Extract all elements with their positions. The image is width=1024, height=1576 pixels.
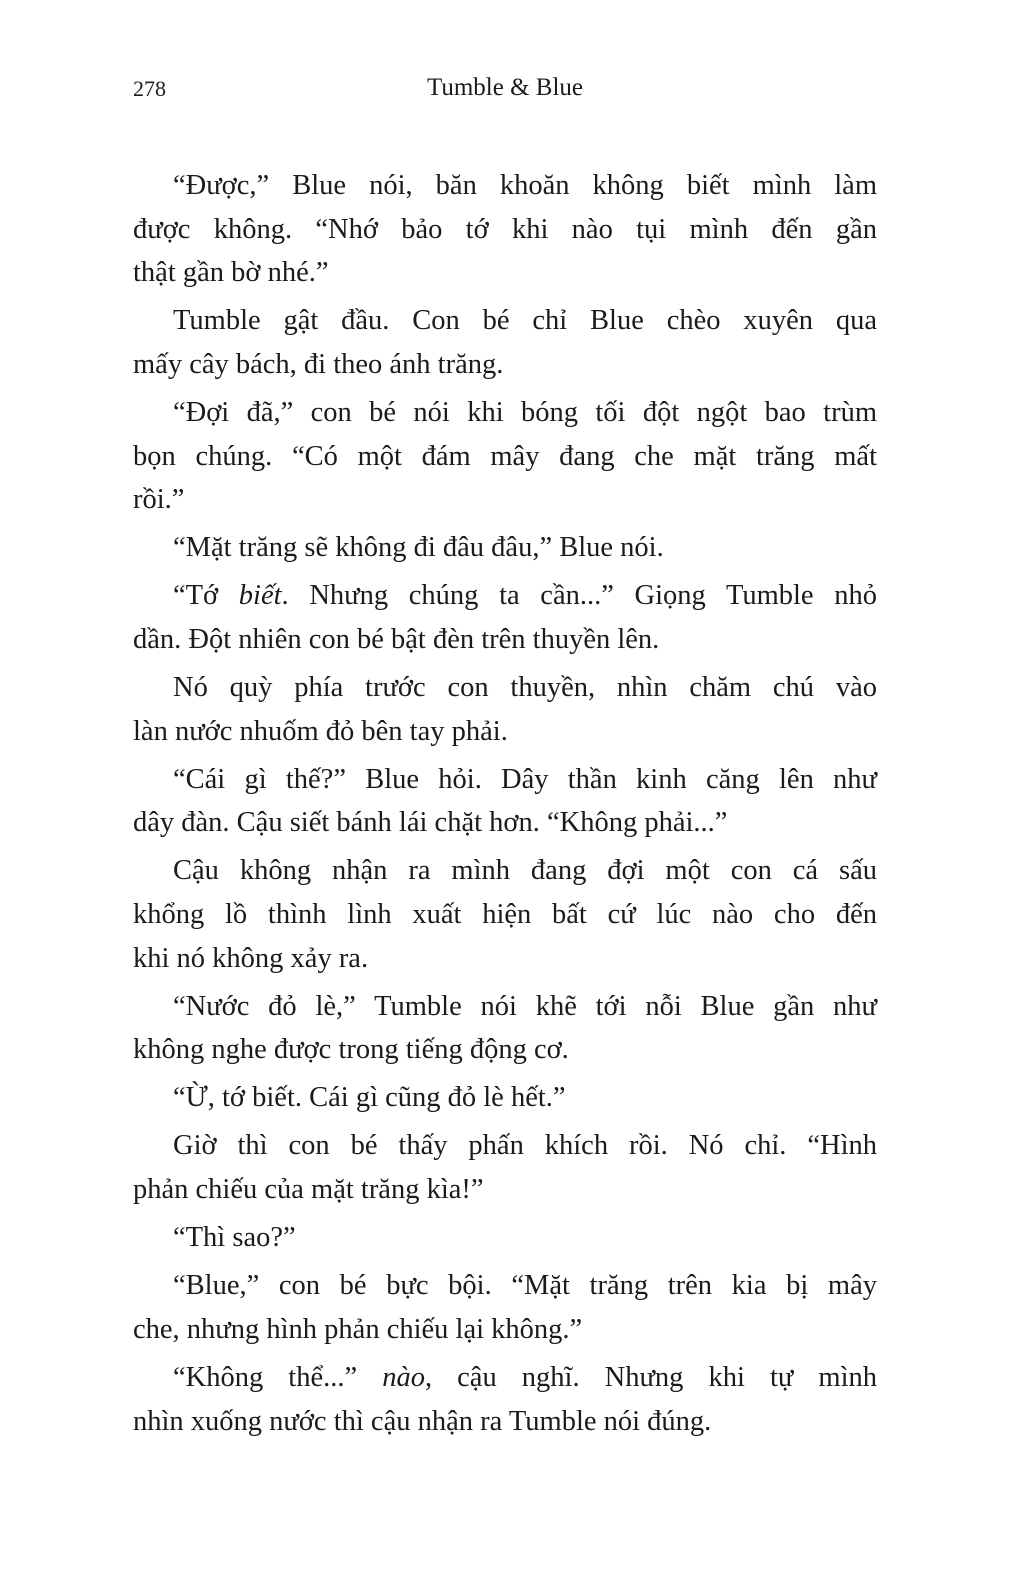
text-line: Nó quỳ phía trước con thuyền, nhìn chăm chú vào — [173, 672, 877, 704]
text-segment: “Không thể...” — [173, 1361, 383, 1393]
text-line: “Thì sao?” — [173, 1222, 296, 1254]
text-line: “Ừ, tớ biết. Cái gì cũng đỏ lè hết.” — [173, 1082, 566, 1114]
paragraph — [133, 666, 877, 753]
paragraph — [133, 1124, 877, 1211]
paragraph — [133, 758, 877, 845]
text-line: khi nó không xảy ra. — [133, 942, 369, 974]
text-line: dây đàn. Cậu siết bánh lái chặt hơn. “Không phải...” — [133, 807, 728, 839]
text-line: “Đợi đã,” con bé nói khi bóng tối đột ngột bao trùm — [173, 396, 877, 428]
text-line: Cậu không nhận ra mình đang đợi một con cá sấu — [173, 855, 877, 887]
text-line: bọn chúng. “Có một đám mây đang che mặt trăng mất — [133, 440, 877, 472]
text-line: thật gần bờ nhé.” — [133, 257, 329, 289]
text-line: nhìn xuống nước thì cậu nhận ra Tumble nói đúng. — [133, 1405, 712, 1437]
text-line: Giờ thì con bé thấy phấn khích rồi. Nó chỉ. “Hình — [173, 1130, 877, 1162]
text-line: rồi.” — [133, 484, 185, 516]
text-segment: “Tớ — [173, 580, 239, 612]
text-line: được không. “Nhớ bảo tớ khi nào tụi mình đến gần — [133, 213, 877, 245]
text-line: không nghe được trong tiếng động cơ. — [133, 1034, 569, 1066]
italic-text: nào — [382, 1361, 425, 1393]
italic-text: biết — [238, 580, 282, 612]
text-line: mấy cây bách, đi theo ánh trăng. — [133, 348, 504, 380]
text-line: dần. Đột nhiên con bé bật đèn trên thuyền lên. — [133, 623, 660, 655]
text-line: khổng lồ thình lình xuất hiện bất cứ lúc nào cho đến — [133, 899, 877, 930]
paragraph — [133, 1356, 877, 1443]
text-line: “Nước đỏ lè,” Tumble nói khẽ tới nỗi Blue gần như — [173, 990, 877, 1022]
paragraph — [133, 985, 877, 1072]
paragraph — [133, 1264, 877, 1351]
text-line: “Cái gì thế?” Blue hỏi. Dây thần kinh căng lên như — [173, 763, 877, 795]
text-line: phản chiếu của mặt trăng kìa!” — [133, 1174, 484, 1206]
paragraph — [133, 391, 877, 522]
running-title: Tumble & Blue — [426, 74, 584, 101]
text-line: làn nước nhuốm đỏ bên tay phải. — [133, 715, 508, 747]
paragraph — [133, 526, 877, 570]
text-line — [133, 1356, 877, 1400]
paragraph — [133, 1076, 877, 1120]
paragraph — [133, 574, 877, 661]
paragraph — [133, 849, 877, 980]
text-line — [133, 574, 877, 618]
paragraph — [133, 1216, 877, 1260]
text-line: “Được,” Blue nói, băn khoăn không biết mình làm — [173, 170, 877, 201]
text-line: “Blue,” con bé bực bội. “Mặt trăng trên kia bị mây — [173, 1270, 877, 1302]
text-line: Tumble gật đầu. Con bé chỉ Blue chèo xuyên qua — [173, 305, 877, 337]
page-number: 278 — [133, 76, 166, 101]
body-text — [133, 164, 877, 1443]
paragraph — [133, 164, 877, 295]
text-line: che, nhưng hình phản chiếu lại không.” — [133, 1313, 583, 1345]
text-segment: . Nhưng chúng ta cần...” Giọng Tumble nhỏ — [281, 580, 877, 612]
text-line: “Mặt trăng sẽ không đi đâu đâu,” Blue nói. — [173, 532, 664, 564]
paragraph — [133, 299, 877, 386]
text-segment: , cậu nghĩ. Nhưng khi tự mình — [424, 1361, 877, 1393]
